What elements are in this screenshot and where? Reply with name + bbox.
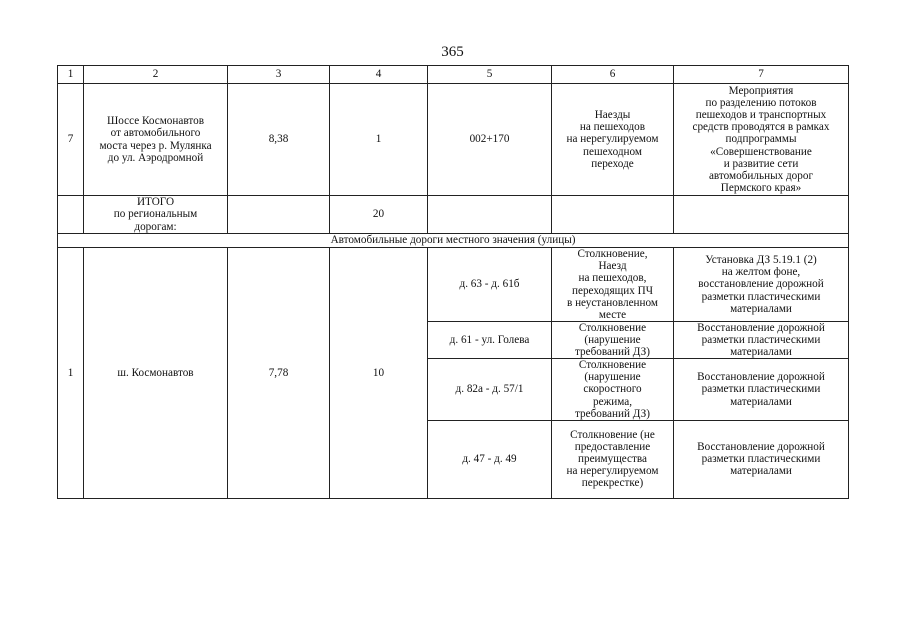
total-count: 20 [330, 196, 428, 234]
empty-cell [58, 196, 84, 234]
incident-type: Столкновение, Наезд на пешеходов, переходящих ПЧ в неустановленном месте [552, 248, 674, 322]
incident-type: Столкновение (не предоставление преимущества на нерегулируемом перекрестке) [552, 420, 674, 498]
empty-cell [228, 196, 330, 234]
header-cell: 7 [674, 66, 849, 84]
header-cell: 5 [428, 66, 552, 84]
header-cell: 4 [330, 66, 428, 84]
road-incidents-table [57, 65, 849, 499]
measures: Мероприятия по разделению потоков пешеходов и транспортных средств проводятся в рамках подпрограммы «Совершенствование и развитие сети автомобильных дорог Пермского края» [674, 84, 849, 196]
total-label: ИТОГО по региональным дорогам: [84, 196, 228, 234]
measures: Восстановление дорожной разметки пластическими материалами [674, 322, 849, 359]
measures: Восстановление дорожной разметки пластическими материалами [674, 420, 849, 498]
measures: Установка ДЗ 5.19.1 (2) на желтом фоне, восстановление дорожной разметки пластическими материалами [674, 248, 849, 322]
incident-count: 10 [330, 248, 428, 499]
road-length: 7,78 [228, 248, 330, 499]
section-row [58, 234, 849, 248]
incident-count: 1 [330, 84, 428, 196]
header-cell: 6 [552, 66, 674, 84]
row-number: 1 [58, 248, 84, 499]
location: д. 47 - д. 49 [428, 420, 552, 498]
incident-type: Столкновение (нарушение скоростного режима, требований ДЗ) [552, 359, 674, 420]
measures: Восстановление дорожной разметки пластическими материалами [674, 359, 849, 420]
incident-type: Столкновение (нарушение требований ДЗ) [552, 322, 674, 359]
location: д. 63 - д. 61б [428, 248, 552, 322]
road-name: ш. Космонавтов [84, 248, 228, 499]
page-number: 365 [441, 44, 464, 60]
location: д. 61 - ул. Голева [428, 322, 552, 359]
header-cell: 3 [228, 66, 330, 84]
header-row [58, 66, 849, 84]
road-name: Шоссе Космонавтов от автомобильного моста через р. Мулянка до ул. Аэродромной [84, 84, 228, 196]
header-cell: 1 [58, 66, 84, 84]
row-number: 7 [58, 84, 84, 196]
header-cell: 2 [84, 66, 228, 84]
empty-cell [674, 196, 849, 234]
location: д. 82а - д. 57/1 [428, 359, 552, 420]
empty-cell [428, 196, 552, 234]
incident-type: Наезды на пешеходов на нерегулируемом пешеходном переходе [552, 84, 674, 196]
table-row [58, 248, 849, 322]
section-title: Автомобильные дороги местного значения (улицы) [58, 234, 849, 248]
empty-cell [552, 196, 674, 234]
road-length: 8,38 [228, 84, 330, 196]
table-row [58, 84, 849, 196]
location: 002+170 [428, 84, 552, 196]
total-row [58, 196, 849, 234]
